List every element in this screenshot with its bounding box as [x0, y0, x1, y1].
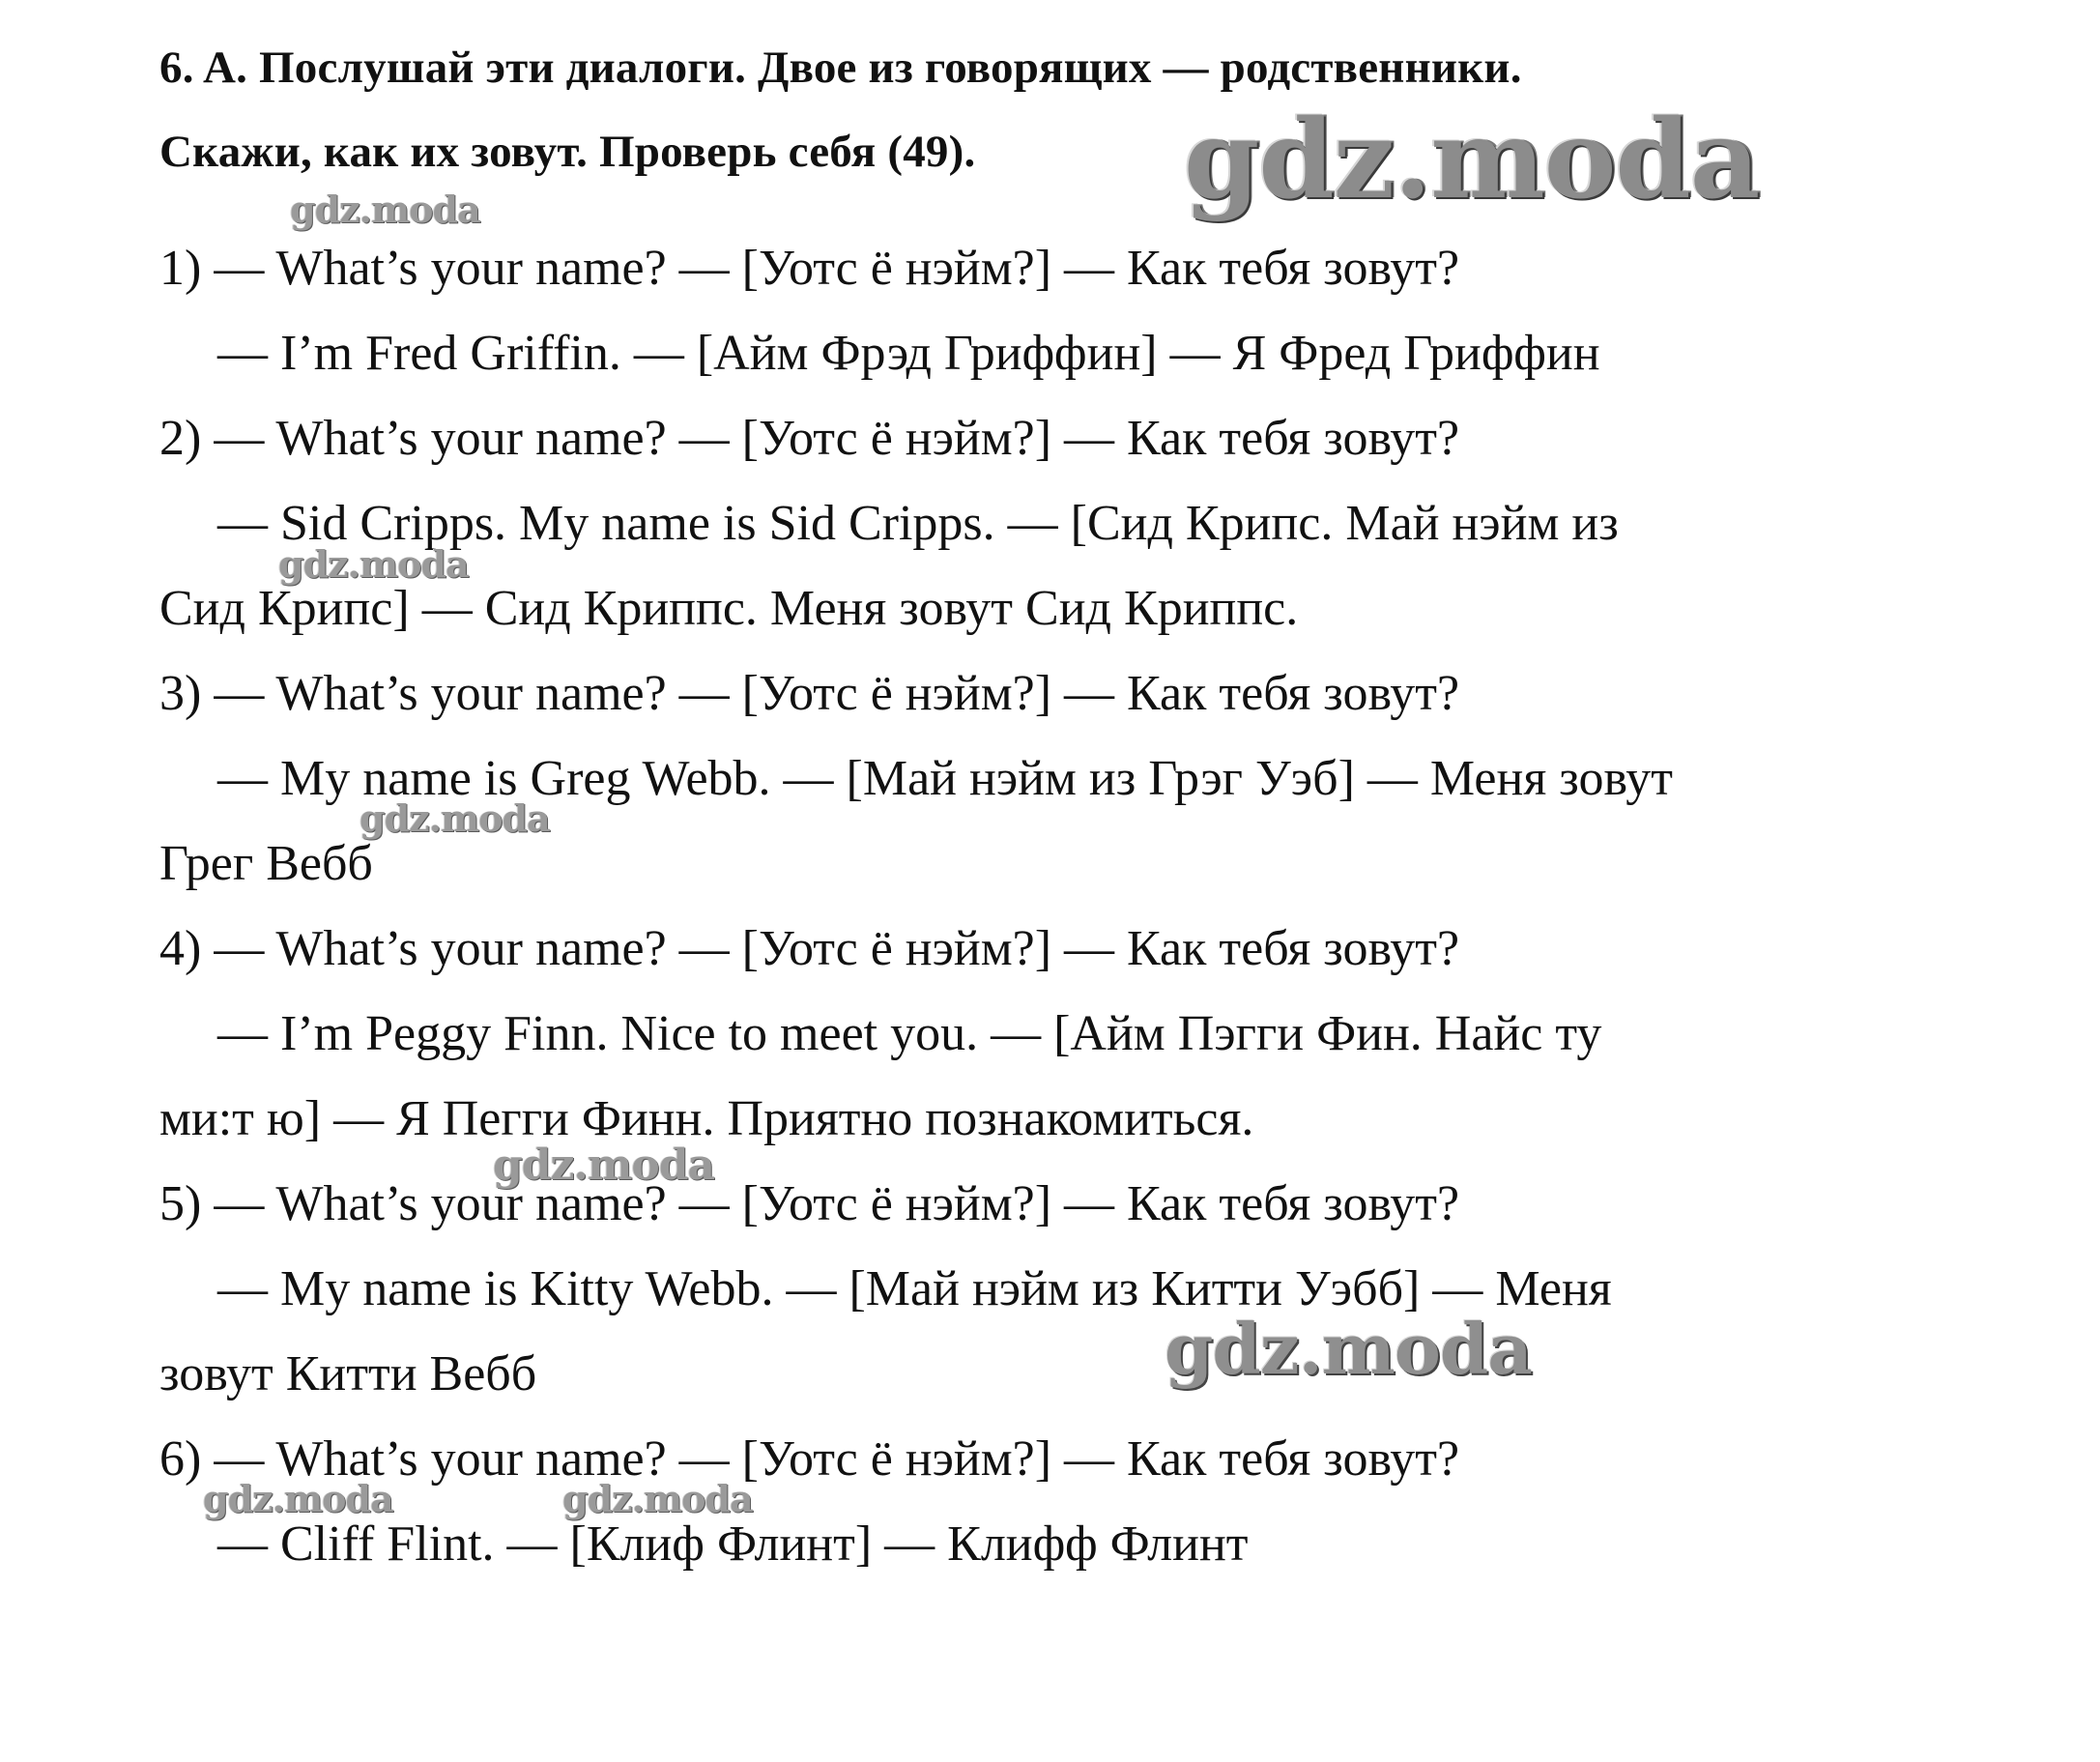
watermark-small-1: gdz.moda [290, 188, 480, 231]
dialogue-3-question: 3) — What’s your name? — [Уотс ё нэйм?] — Как тебя зовут? [159, 666, 1460, 721]
exercise-heading-line-2: Скажи, как их зовут. Проверь себя (49). [159, 127, 976, 177]
exercise-heading-line-1: 6. A. Послушай эти диалоги. Двое из говорящих — родственники. [159, 43, 1522, 93]
dialogue-6-question: 6) — What’s your name? — [Уотс ё нэйм?] — Как тебя зовут? [159, 1431, 1460, 1487]
dialogue-5-answer-continued: зовут Китти Вебб [159, 1346, 537, 1401]
dialogue-5-answer: — My name is Kitty Webb. — [Май нэйм из Китти Уэбб] — Меня [217, 1261, 1612, 1316]
watermark-small-6: gdz.moda [562, 1477, 753, 1520]
watermark-small-5: gdz.moda [203, 1477, 393, 1520]
watermark-large: gdz.moda [1184, 97, 1760, 223]
dialogue-3-answer-continued: Грег Вебб [159, 836, 373, 891]
dialogue-2-answer-continued: Сид Крипс] — Сид Криппс. Меня зовут Сид Криппс. [159, 581, 1299, 636]
watermark-small-3: gdz.moda [360, 796, 550, 840]
dialogue-1-answer: — I’m Fred Griffin. — [Айм Фрэд Гриффин] — Я Фред Гриффин [217, 326, 1600, 381]
dialogue-3-answer: — My name is Greg Webb. — [Май нэйм из Грэг Уэб] — Меня зовут [217, 751, 1673, 806]
dialogue-4-answer-continued: ми:т ю] — Я Пегги Финн. Приятно познакомиться. [159, 1091, 1254, 1146]
dialogue-2-question: 2) — What’s your name? — [Уотс ё нэйм?] — Как тебя зовут? [159, 411, 1460, 466]
watermark-small-2: gdz.moda [278, 542, 469, 586]
dialogue-4-answer: — I’m Peggy Finn. Nice to meet you. — [Айм Пэгги Фин. Найс ту [217, 1006, 1602, 1061]
dialogue-4-question: 4) — What’s your name? — [Уотс ё нэйм?] — Как тебя зовут? [159, 921, 1460, 976]
watermark-small-4: gdz.moda [493, 1141, 715, 1190]
dialogue-1-question: 1) — What’s your name? — [Уотс ё нэйм?] — Как тебя зовут? [159, 241, 1460, 296]
dialogue-6-answer: — Cliff Flint. — [Клиф Флинт] — Клифф Флинт [217, 1516, 1249, 1572]
dialogue-5-question: 5) — What’s your name? — [Уотс ё нэйм?] — Как тебя зовут? [159, 1176, 1460, 1231]
dialogue-2-answer: — Sid Cripps. My name is Sid Cripps. — [Сид Крипс. Май нэйм из [217, 496, 1619, 551]
watermark-medium: gdz.moda [1165, 1308, 1532, 1390]
